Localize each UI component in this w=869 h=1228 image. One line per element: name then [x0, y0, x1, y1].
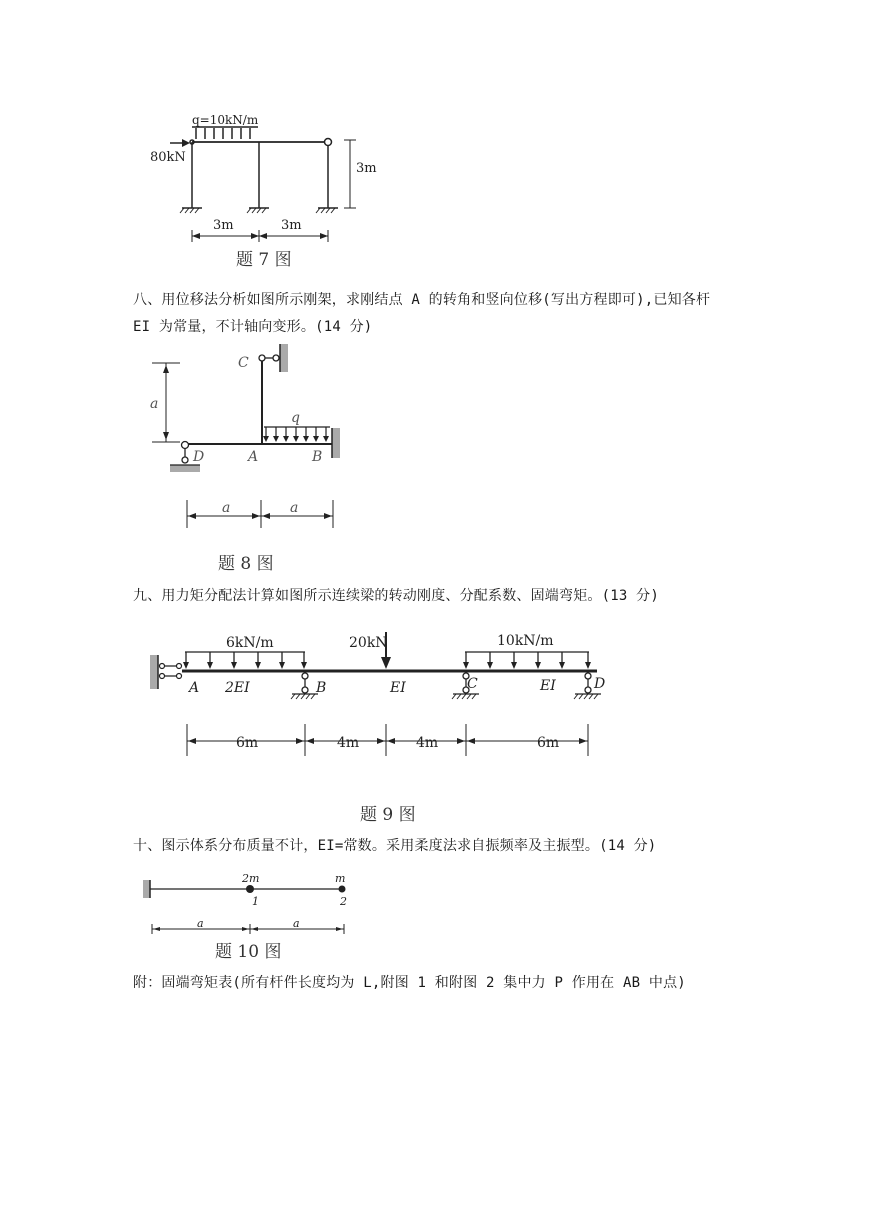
fig9-stiff1: 2EI: [225, 680, 250, 696]
fig7-height: 3m: [356, 161, 377, 176]
fig7-q-label: q=10kN/m: [192, 113, 259, 127]
fig10-point1: 1: [252, 895, 259, 908]
fig10-span2: a: [293, 917, 300, 930]
fig8-caption: 题 8 图: [218, 554, 274, 574]
q8-line1: 八、用位移法分析如图所示刚架，求刚结点 A 的转角和竖向位移(写出方程即可),已知各杆: [133, 292, 711, 308]
fig9-stiff2: EI: [390, 680, 406, 696]
fig9-caption: 题 9 图: [360, 805, 416, 825]
figure-8: [140, 340, 360, 535]
figure-10: [140, 868, 360, 940]
fig10-point2: 2: [340, 895, 347, 908]
fig8-node-a: A: [248, 449, 259, 465]
fig8-node-c: C: [238, 355, 249, 371]
fig9-node-d: D: [594, 676, 605, 692]
fig7-caption: 题 7 图: [236, 250, 292, 270]
fig8-span2: a: [290, 500, 299, 516]
fig8-span1: a: [222, 500, 231, 516]
fig8-node-d: D: [193, 449, 205, 465]
fig10-mass2: m: [335, 872, 346, 885]
figure-9: [145, 620, 605, 780]
q10-line1: 十、图示体系分布质量不计，EI=常数。采用柔度法求自振频率及主振型。(14 分): [133, 838, 657, 854]
fig8-height-a: a: [150, 396, 159, 412]
fig9-node-a: A: [189, 680, 200, 696]
fig9-stiff3: EI: [540, 678, 556, 694]
appendix-line1: 附：固端弯矩表(所有杆件长度均为 L,附图 1 和附图 2 集中力 P 作用在 AB 中点): [133, 975, 686, 991]
q9-line1: 九、用力矩分配法计算如图所示连续梁的转动刚度、分配系数、固端弯矩。(13 分): [133, 588, 659, 604]
fig9-span2: 4m: [337, 735, 360, 751]
fig10-mass1: 2m: [242, 872, 260, 885]
fig8-load-q: q: [291, 410, 300, 426]
fig9-span3: 4m: [416, 735, 439, 751]
fig9-node-b: B: [316, 680, 327, 696]
fig8-node-b: B: [312, 449, 323, 465]
fig10-span1: a: [197, 917, 204, 930]
q8-line2: EI 为常量，不计轴向变形。(14 分): [133, 319, 373, 335]
fig10-caption: 题 10 图: [215, 942, 282, 962]
fig7-span2: 3m: [281, 218, 302, 233]
fig7-force-label: 80kN: [150, 150, 186, 165]
fig9-node-c: C: [467, 676, 478, 692]
fig9-load2: 20kN: [349, 635, 388, 651]
fig9-load1: 6kN/m: [226, 635, 274, 651]
fig9-span4: 6m: [537, 735, 560, 751]
fig7-span1: 3m: [213, 218, 234, 233]
fig9-span1: 6m: [236, 735, 259, 751]
fig9-load3: 10kN/m: [497, 633, 554, 649]
